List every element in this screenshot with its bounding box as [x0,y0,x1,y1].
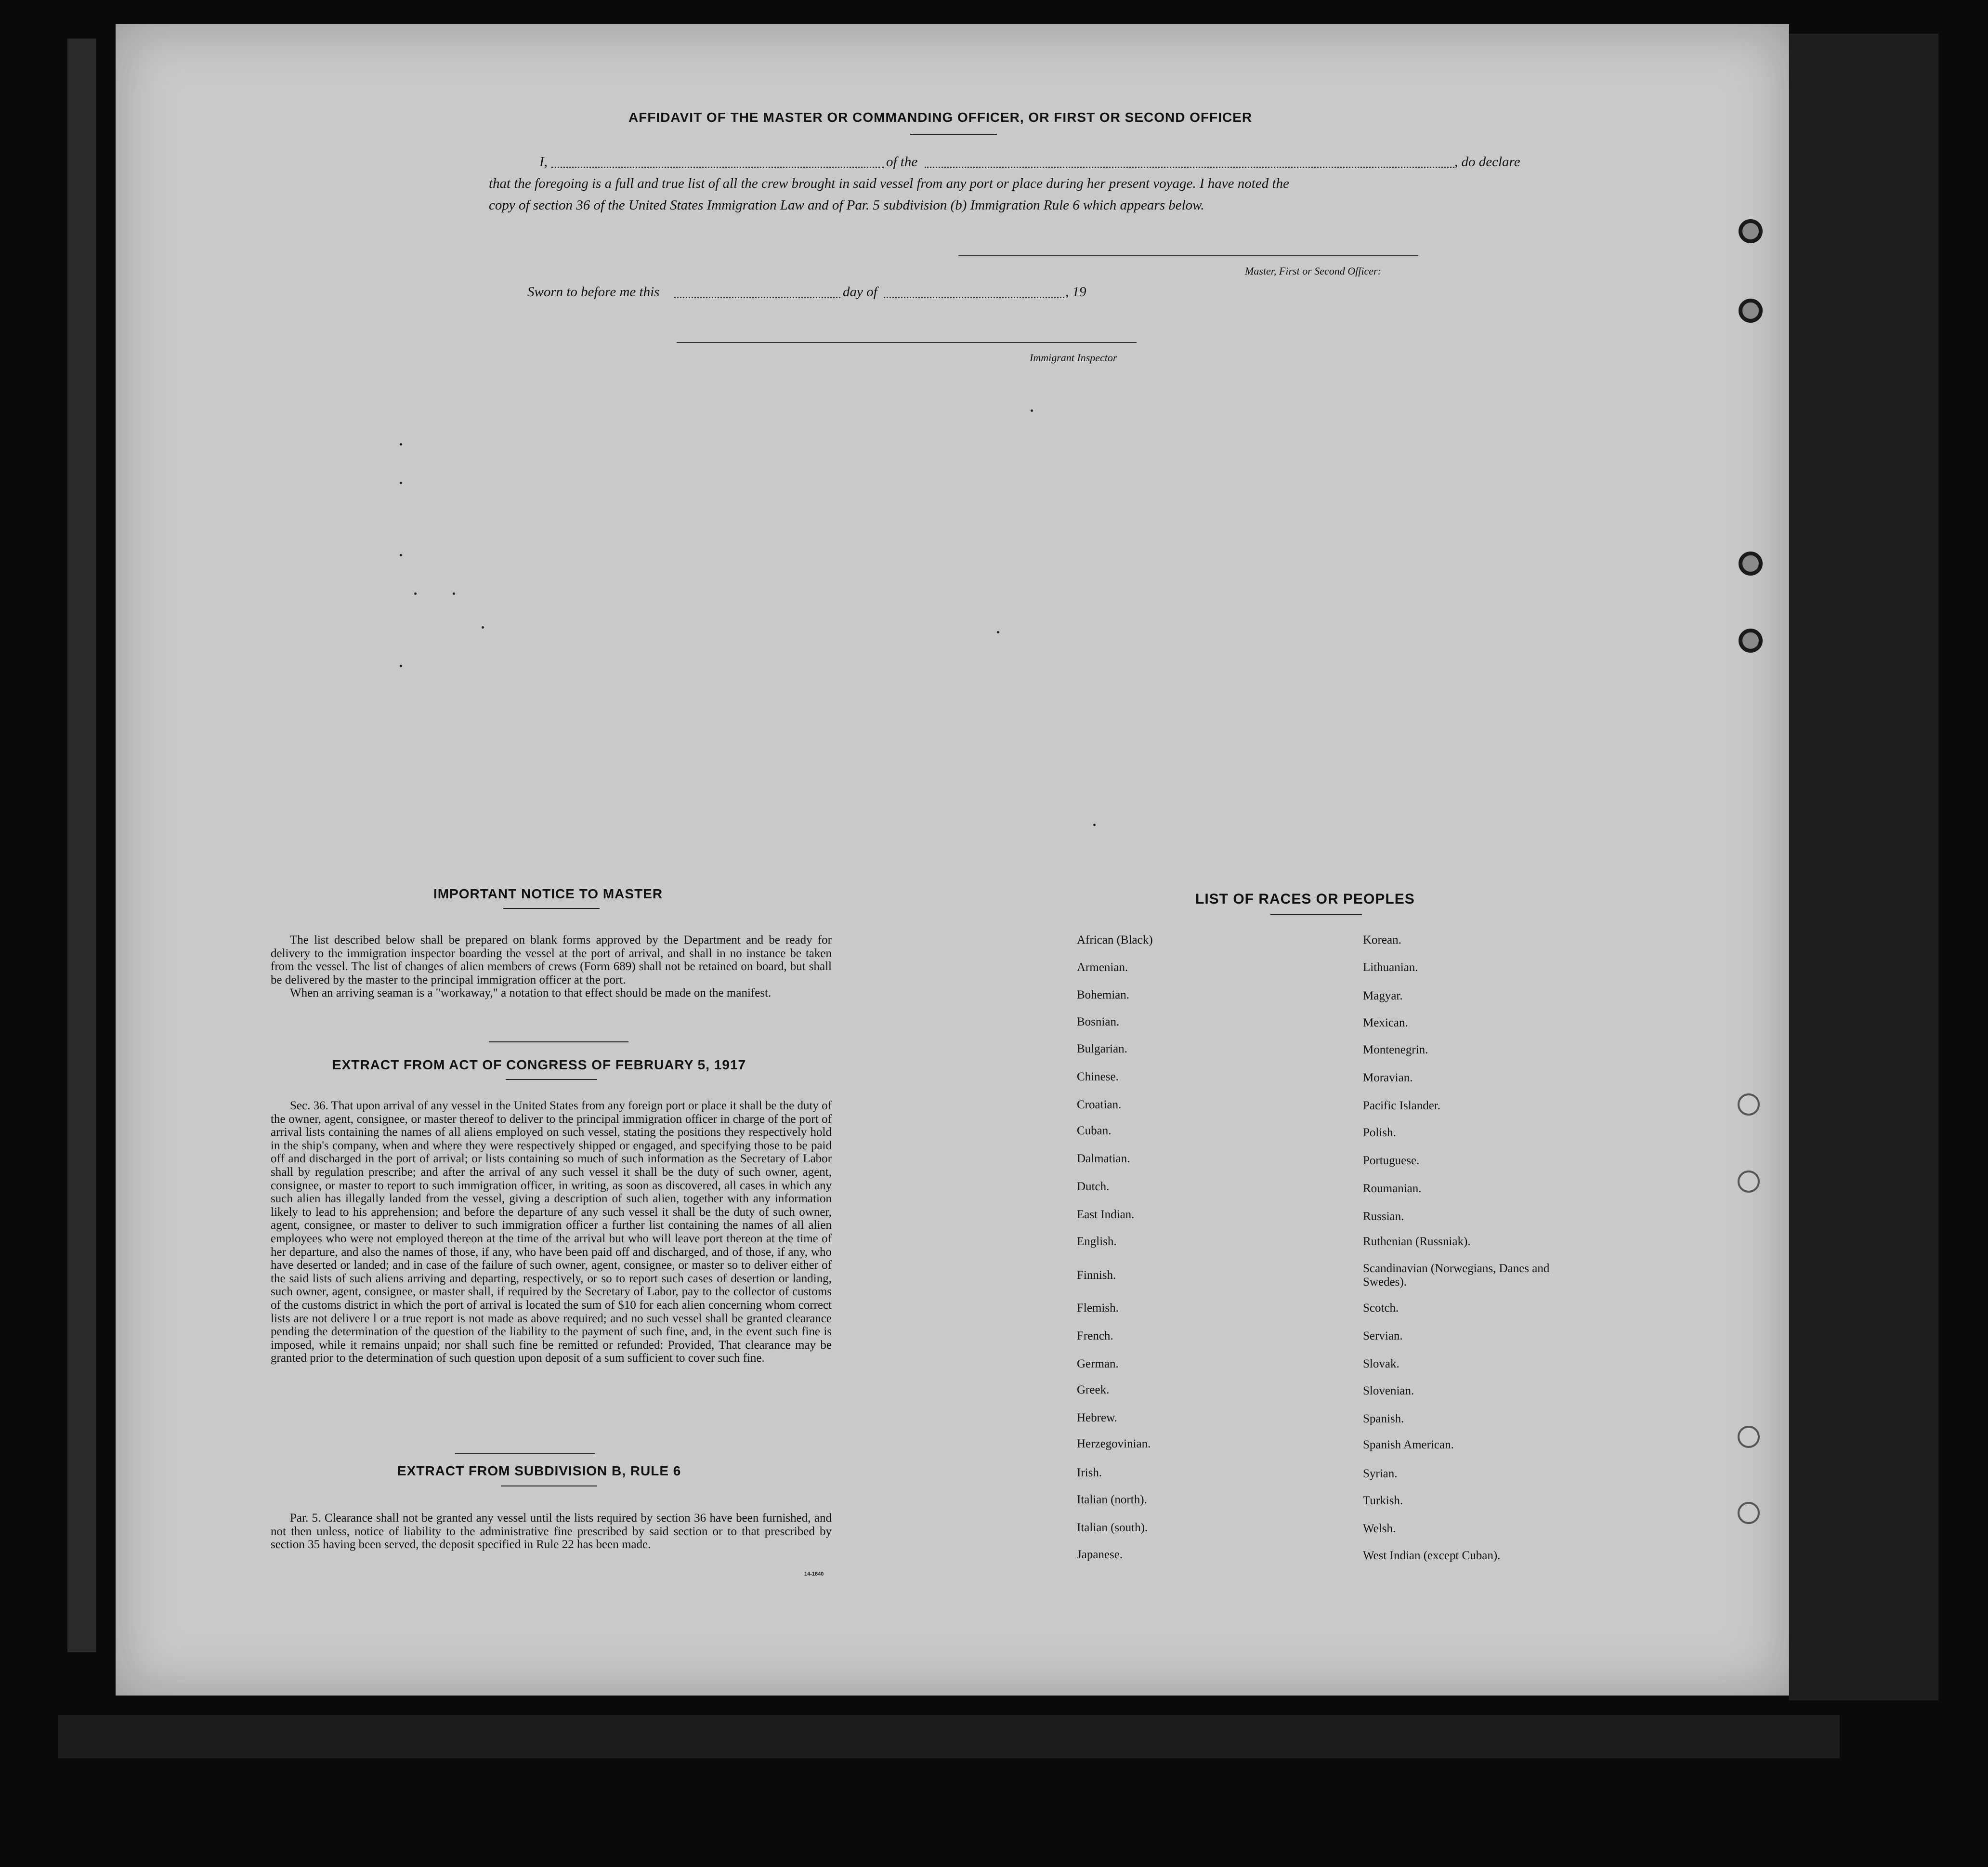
race-item: Italian (south). [1077,1521,1148,1534]
race-item: Ruthenian (Russniak). [1363,1235,1471,1248]
race-item: Finnish. [1077,1269,1116,1282]
affidavit-title: AFFIDAVIT OF THE MASTER OR COMMANDING OFFICER, OR FIRST OR SECOND OFFICER [628,110,1253,125]
race-item: Slovenian. [1363,1384,1414,1397]
sworn-month-blank[interactable] [884,297,1064,298]
declaration-line-2: that the foregoing is a full and true list of all the crew brought in said vessel from any port or place during her present voyage. I have noted the [489,176,1289,191]
notice-title: IMPORTANT NOTICE TO MASTER [433,886,663,901]
race-item: Korean. [1363,934,1401,947]
declare-prefix: I, [539,154,548,170]
scan-speck [400,482,402,484]
race-item: Magyar. [1363,989,1403,1002]
binding-hole [1739,552,1763,576]
sworn-day-blank[interactable] [674,297,840,298]
scan-speck [400,665,402,667]
scan-edge-left [67,39,96,1652]
races-underline [1270,914,1362,915]
race-item: Montenegrin. [1363,1043,1428,1056]
form-number: 14-1840 [804,1571,824,1577]
race-item: Hebrew. [1077,1411,1117,1424]
race-item: Cuban. [1077,1124,1112,1137]
scan-speck [453,592,455,595]
race-item: Scotch. [1363,1302,1399,1315]
race-item: Pacific Islander. [1363,1099,1441,1112]
race-item: Roumanian. [1363,1182,1422,1195]
race-item: Irish. [1077,1466,1102,1479]
binding-strip [1789,34,1938,1700]
race-item: Moravian. [1363,1071,1413,1084]
scan-edge-bottom [58,1715,1840,1758]
race-item: Flemish. [1077,1302,1119,1315]
act-extract-title: EXTRACT FROM ACT OF CONGRESS OF FEBRUARY 5, 1917 [332,1057,746,1072]
race-item: Scandinavian (Norwegians, Danes and Swedes). [1363,1262,1550,1288]
race-item: Slovak. [1363,1357,1399,1370]
rule-extract-body [271,1512,832,1551]
race-item: Spanish American. [1363,1438,1454,1451]
section-divider [489,1041,628,1042]
rule-divider [455,1453,595,1454]
race-item: Croatian. [1077,1098,1122,1111]
section-36-text: Sec. 36. That upon arrival of any vessel in the United States from any foreign port or place it shall be the duty of the owner, agent, consignee, or master thereof to deliver to the principal immigration officer in charge of the port of arrival lists containing the names of all aliens employed on such vessel, stating the positions they respectively hold in the ship's company, when and where they were respectively shipped or engaged, and specifying those to be paid off and discharged in the port of arrival; or lists containing so much of such information as the Secretary of Labor shall by regulation prescribe; and after the arrival of any such vessel it shall be the duty of such owner, agent, consignee, or master to report to such immigration officer, in writing, as soon as discovered, all cases in which any such alien has illegally landed from the vessel, giving a description of such alien, together with any information likely to lead to his apprehension; and before the departure of any such vessel it shall be the duty of such owner, agent, consignee, or master to deliver to such immigration officer a further list containing the names of all alien employees who were not employed thereon at the time of the arrival but who will leave port thereon at the time of her departure, and also the names of those, if any, who have been paid off and discharged, and of those, if any, who have deserted or landed; and in case of the failure of such owner, agent, consignee, or master so to deliver either of the said lists of such aliens arriving and departing, respectively, or so to report such cases of desertion or landing, such owner, agent, consignee, or master shall, if required by the Secretary of Labor, pay to the collector of customs of the customs district in which the port of arrival is located the sum of $10 for each alien concerning whom correct lists are not delivere l or a true report is not made as above required; and no such vessel shall be granted clearance pending the determination of the question of the liability to the payment of such fine, and, in the event such fine is imposed, while it remains unpaid; nor shall such fine be remitted or refunded: Provided, That clearance may be granted prior to the determination of such question upon deposit of a sum sufficient to cover such fine. [271,1099,832,1365]
scan-speck [997,631,999,633]
document-page [116,24,1789,1696]
race-item: Mexican. [1363,1016,1408,1029]
race-item: Chinese. [1077,1070,1119,1083]
race-item: Herzegovinian. [1077,1437,1151,1450]
notice-paragraph-1: The list described below shall be prepared on blank forms approved by the Department and be ready for delivery to the immigration inspector boarding the vessel at the port of arrival, and shall in no instance be taken from the vessel. The list of changes of alien members of crews (Form 689) shall not be retained on board, but shall be delivered by the master to the principal immigration officer at the port. [271,934,832,986]
scan-speck [1093,824,1096,826]
binding-hole [1739,219,1763,243]
par-5-text: Par. 5. Clearance shall not be granted any vessel until the lists required by section 36 have been furnished, and not then unless, notice of liability to the administrative fine prescribed by said section or to that prescribed by section 35 having been served, the deposit specified in Rule 22 has been made. [271,1512,832,1551]
race-item: African (Black) [1077,934,1153,947]
race-item: Dalmatian. [1077,1152,1130,1165]
notice-underline [503,908,600,909]
race-item: Portuguese. [1363,1154,1420,1167]
scan-speck [482,626,484,629]
rule-extract-title: EXTRACT FROM SUBDIVISION B, RULE 6 [397,1463,681,1478]
race-item: English. [1077,1235,1117,1248]
race-item: Dutch. [1077,1180,1110,1193]
scan-speck [400,443,402,446]
races-title: LIST OF RACES OR PEOPLES [1195,891,1415,907]
binding-hole [1739,299,1763,323]
race-item: German. [1077,1357,1119,1370]
binding-hole [1738,1426,1760,1448]
declaration-line-3: copy of section 36 of the United States Immigration Law and of Par. 5 subdivision (b) Immigration Rule 6 which appears below. [489,197,1204,213]
race-item: East Indian. [1077,1208,1135,1221]
notice-body [271,934,832,1000]
race-item: Bulgarian. [1077,1042,1127,1055]
race-item: Servian. [1363,1329,1403,1342]
race-item: Armenian. [1077,961,1128,974]
signature-line[interactable] [958,255,1418,256]
scan-speck [414,592,417,595]
race-item: Spanish. [1363,1412,1404,1425]
race-item: Turkish. [1363,1494,1403,1507]
race-item: Syrian. [1363,1467,1398,1480]
scan-speck [1031,409,1033,412]
binding-hole [1738,1170,1760,1193]
sworn-prefix: Sworn to before me this [527,284,660,300]
vessel-blank[interactable] [925,167,1454,168]
binding-hole [1738,1093,1760,1116]
race-item: West Indian (except Cuban). [1363,1549,1501,1562]
race-item: Russian. [1363,1210,1404,1223]
declare-suffix: , do declare [1454,154,1520,170]
race-item: Italian (north). [1077,1493,1147,1506]
scan-speck [400,554,402,556]
declare-of-the: of the [886,154,918,170]
signature-caption: Master, First or Second Officer: [1245,265,1381,277]
title-underline [910,134,997,135]
binding-hole [1738,1502,1760,1524]
notice-paragraph-2: When an arriving seaman is a "workaway," a notation to that effect should be made on the manifest. [290,986,772,1000]
sworn-year: , 19 [1065,284,1086,300]
race-item: Greek. [1077,1383,1110,1396]
act-extract-body [271,1099,832,1365]
race-item: Polish. [1363,1126,1396,1139]
binding-hole [1739,629,1763,653]
race-item: French. [1077,1329,1113,1342]
race-item: Bohemian. [1077,988,1130,1001]
inspector-signature-line[interactable] [677,342,1137,343]
act-extract-underline [506,1079,597,1080]
race-item: Japanese. [1077,1548,1123,1561]
name-blank[interactable] [551,167,884,168]
sworn-day-of: day of [843,284,877,300]
race-item: Lithuanian. [1363,961,1418,974]
inspector-caption: Immigrant Inspector [1030,352,1117,364]
race-item: Welsh. [1363,1522,1396,1535]
race-item: Bosnian. [1077,1015,1120,1028]
